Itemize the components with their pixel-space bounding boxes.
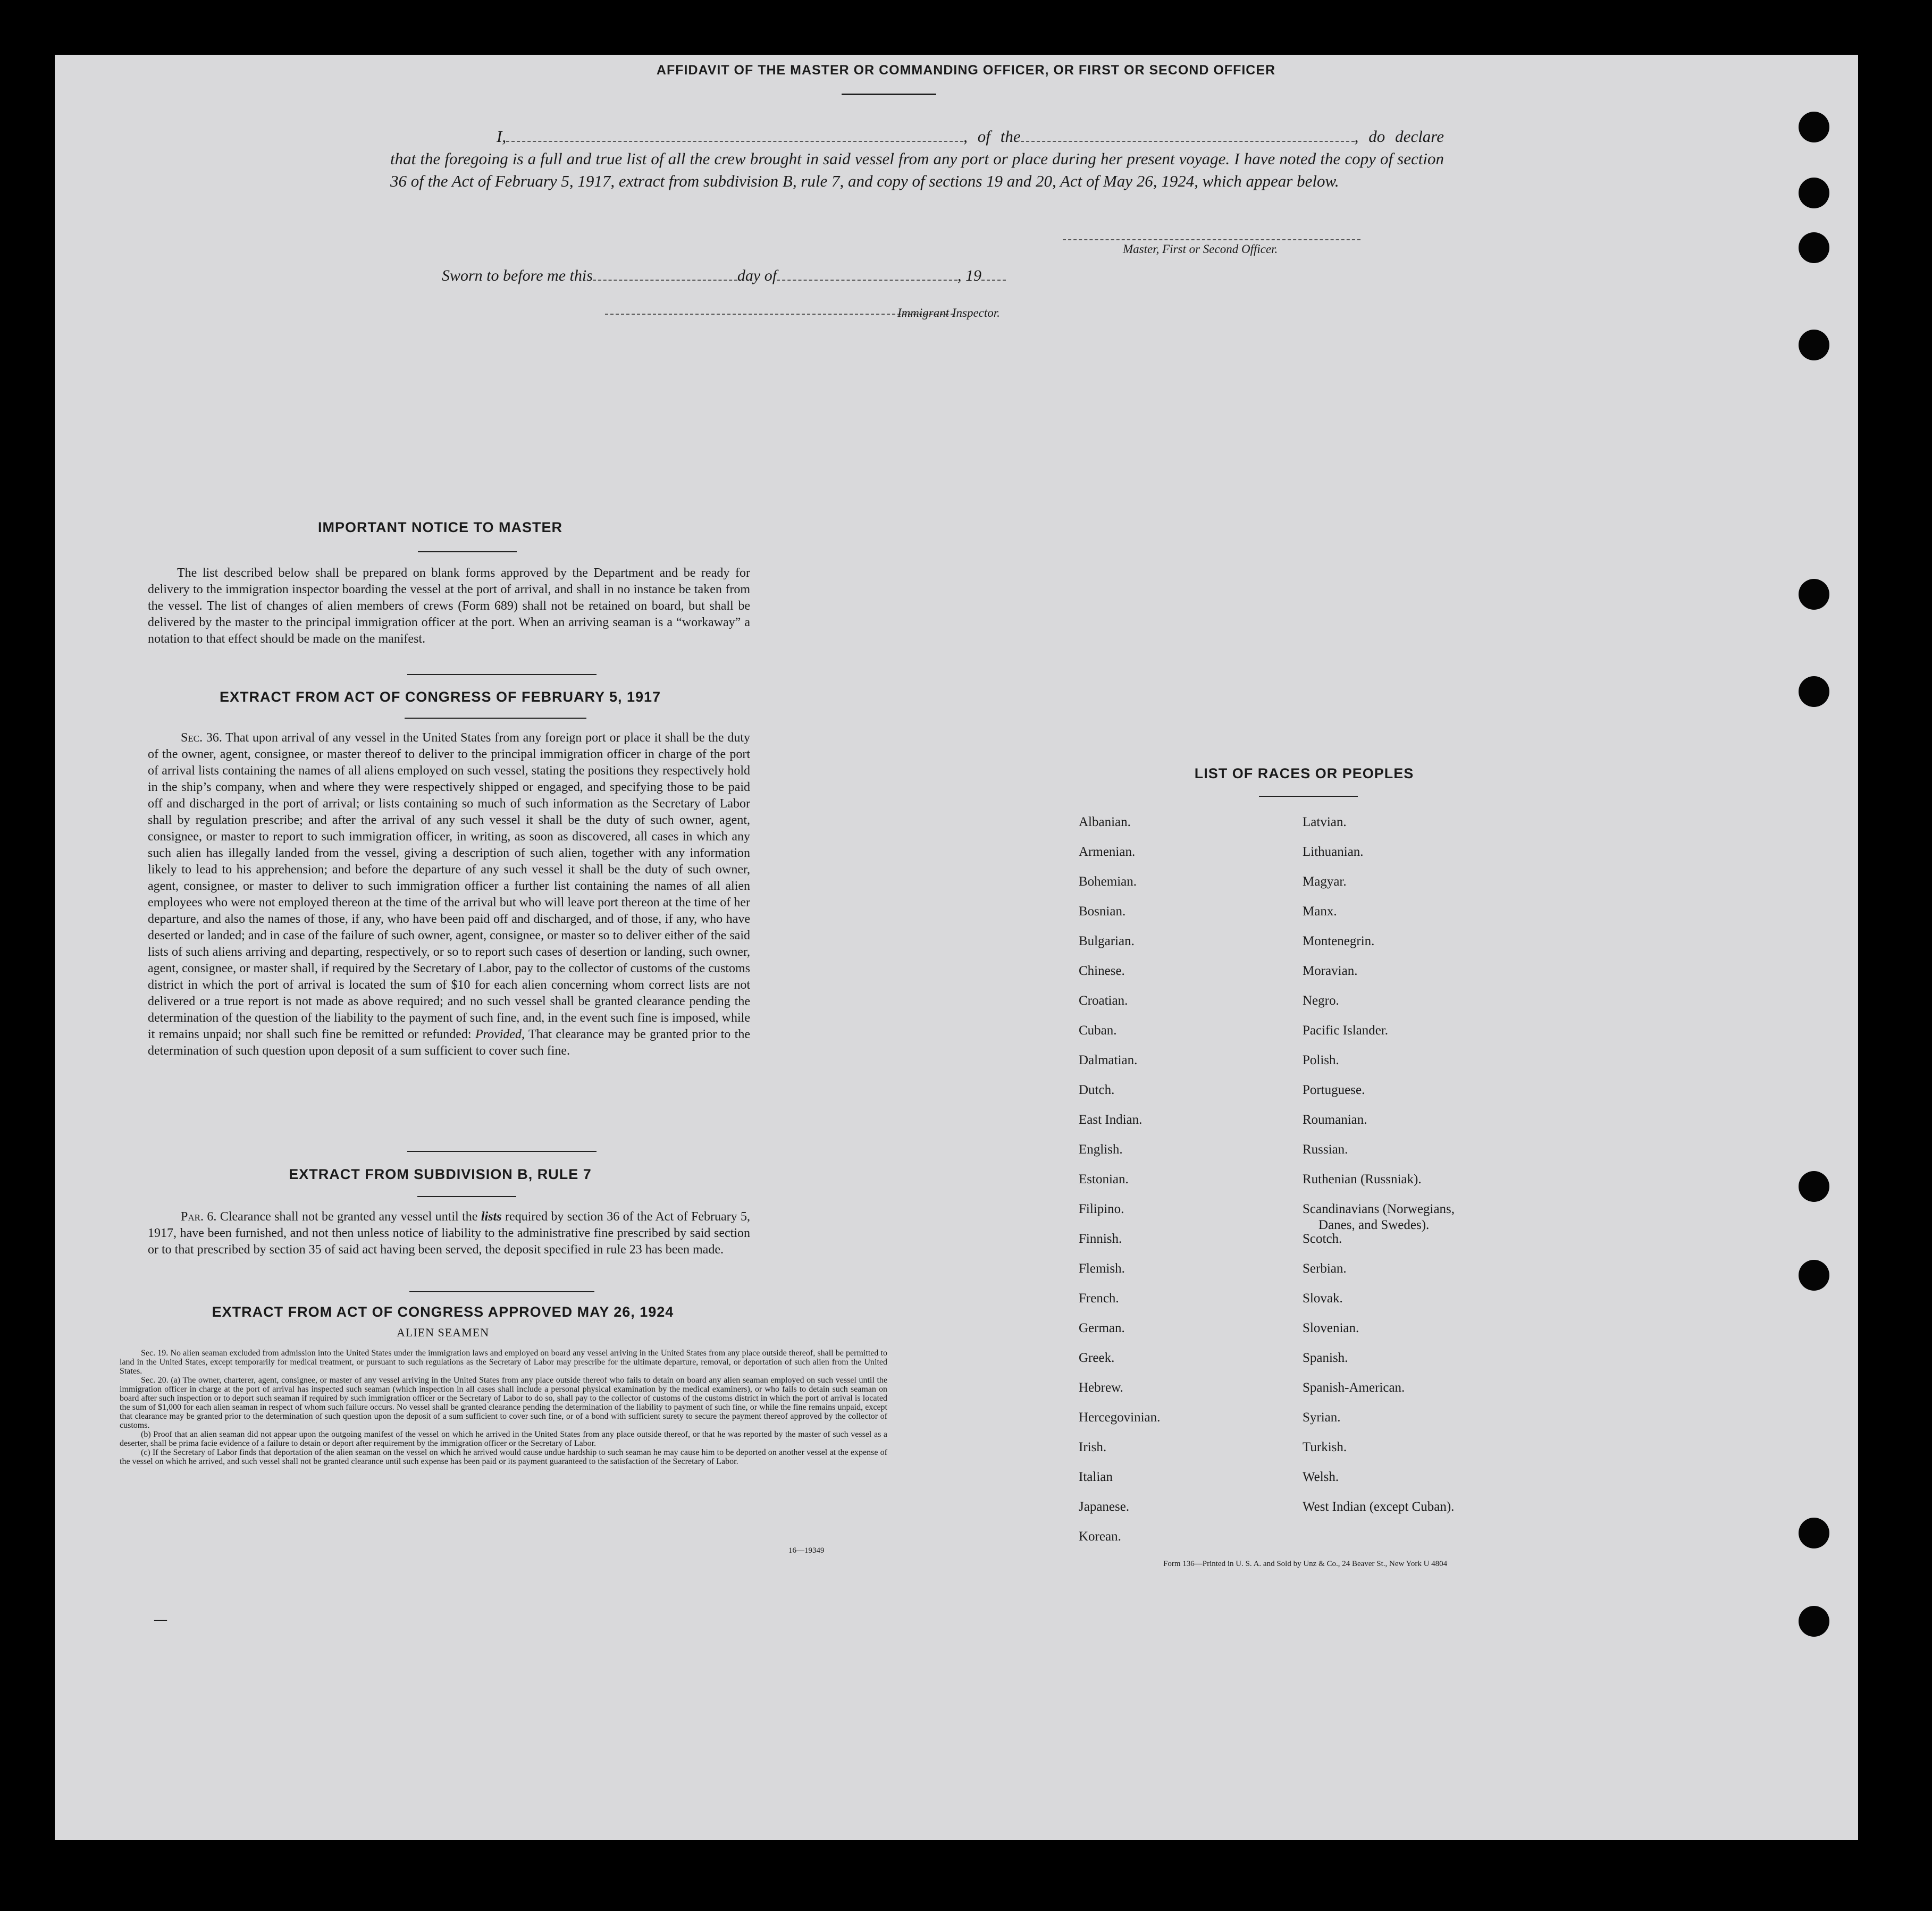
race-item: Korean. [1079,1529,1121,1544]
signature-label: Master, First or Second Officer. [1123,242,1278,256]
vessel-blank [1021,129,1355,142]
sec-36-body: That upon arrival of any vessel in the United States from any foreign port or place it shall be the duty of the owner, agent, consignee, or master thereof to deliver to the principal immigration officer in charge of the port of arrival lists containing the names of all aliens employed on such vessel, stating the positions they respectively hold in the ship’s company, when and where they were respectively shipped or engaged, and specifying those to be paid off and discharged in the port of arrival; or lists containing so much of such information as the Secretary of Labor shall by regulation prescribe; and after the arrival of any such vessel it shall be the duty of such owner, agent, consignee, or master to report to such immigration officer, in writing, as soon as discovered, all cases in which any such alien has illegally landed from the vessel, giving a description of such alien, together with any information likely to lead to his apprehension; and before the departure of any such vessel it shall be the duty of such owner, agent, consignee, or master to deliver to such immigration officer a further list containing the names of all alien employees who were not employed thereon at the time of the arrival but who will leave port thereon at the time of her departure, and also the names of those, if any, who have been paid off and discharged, and of those, if any, who have deserted or landed; and in case of the failure of such owner, agent, consignee, or master so to deliver either of the said lists of such aliens arriving and departing, respectively, or so to report such cases of desertion or landing, such owner, agent, consignee, or master shall, if required by the Secretary of Labor, pay to the collector of customs of the customs district in which the port of arrival is located the sum of $10 for each alien concerning whom correct lists are not delivered or a true report is not made as above required; and no such vessel shall be granted clearance pending the determination of the question of the liability to the payment of such fine, and, in the event such fine is imposed, while it remains unpaid; nor shall such fine be remitted or refunded: [148,731,750,1041]
race-item: Turkish. [1303,1440,1347,1454]
race-item: Hebrew. [1079,1380,1123,1395]
race-item: Hercegovinian. [1079,1410,1161,1425]
punch-hole [1799,1171,1829,1202]
divider [417,1196,516,1197]
punch-hole [1799,178,1829,208]
extract-1917-text [148,730,750,1059]
signature-line [1063,239,1360,240]
affidavit-body: that the foregoing is a full and true list of all the crew brought in said vessel from any port or place during her present voyage. I have noted the copy of section 36 of the Act of February 5, 1917, extract from subdivision B, rule 7, and copy of sections 19 and 20, Act of May 26, 1924, which appear below. [390,149,1444,190]
notice-body: The list described below shall be prepared on blank forms approved by the Department and be ready for delivery to the immigration inspector boarding the vessel at the port of arrival, and shall in no instance be taken from the vessel. The list of changes of alien members of crews (Form 689) shall not be retained on board, but shall be delivered by the master to the principal immigration officer at the port. When an arriving seaman is a “workaway” a notation to that effect should be made on the manifest. [148,566,750,646]
race-item: Dalmatian. [1079,1053,1138,1067]
par-6-body: Clearance shall not be granted any vessel until the [220,1210,478,1224]
race-item: Ruthenian (Russniak). [1303,1172,1422,1186]
race-item: Polish. [1303,1053,1339,1067]
affidavit-do-declare: , do declare [1354,127,1444,146]
race-item: Roumanian. [1303,1113,1367,1127]
extract-1917-title: EXTRACT FROM ACT OF CONGRESS OF FEBRUARY 5, 1917 [219,689,661,705]
race-item: Bohemian. [1079,874,1137,889]
divider [418,551,517,552]
race-item: English. [1079,1142,1123,1157]
inspector-label: Immigrant Inspector. [897,306,1000,319]
affidavit-i: I, [497,127,507,146]
divider [405,718,586,719]
race-item: Croatian. [1079,994,1128,1008]
provided-word: Provided, [475,1028,525,1041]
race-item: Russian. [1303,1142,1348,1157]
punch-hole [1799,1606,1829,1637]
subdivision-b-title: EXTRACT FROM SUBDIVISION B, RULE 7 [289,1166,592,1182]
notice-title: IMPORTANT NOTICE TO MASTER [318,519,562,535]
races-title: LIST OF RACES OR PEOPLES [1194,765,1414,781]
race-item: Italian [1079,1470,1113,1484]
punch-hole [1799,1260,1829,1291]
race-item: Estonian. [1079,1172,1129,1186]
race-item: Negro. [1303,994,1339,1008]
race-item: Greek. [1079,1351,1115,1365]
race-item: Cuban. [1079,1023,1117,1038]
race-item: Bosnian. [1079,904,1126,919]
race-item: Armenian. [1079,845,1136,859]
race-item: Irish. [1079,1440,1107,1454]
divider [407,1151,597,1152]
race-item: Chinese. [1079,964,1125,978]
extract-1924-text [120,1349,887,1466]
divider [1259,796,1358,797]
race-item: Portuguese. [1303,1083,1365,1097]
race-item: Dutch. [1079,1083,1115,1097]
race-item: Danes, and Swedes). [1318,1218,1430,1232]
race-item: Scandinavians (Norwegians, [1303,1202,1455,1216]
extract-1924-title: EXTRACT FROM ACT OF CONGRESS APPROVED MAY 26, 1924 [212,1304,674,1320]
sworn-line [442,267,1006,285]
divider [407,674,597,675]
race-item: Moravian. [1303,964,1358,978]
race-item: Syrian. [1303,1410,1341,1425]
punch-hole [1799,330,1829,360]
lists-word: lists [481,1210,502,1224]
sec-36-label: Sec. 36. [181,731,222,745]
race-item: East Indian. [1079,1113,1143,1127]
race-item: Latvian. [1303,815,1347,829]
month-blank [777,269,957,281]
sec-36-end: That clearance may be granted prior to the determination of such question upon deposit of a sum sufficient to cover such fine. [148,1028,750,1058]
punch-hole [1799,1518,1829,1548]
race-item: Serbian. [1303,1261,1347,1276]
punch-hole [1799,676,1829,707]
punch-hole [1799,579,1829,610]
par-6-label: Par. 6. [181,1210,217,1224]
subdivision-b-text [148,1209,750,1258]
affidavit-title: AFFIDAVIT OF THE MASTER OR COMMANDING OFFICER, OR FIRST OR SECOND OFFICER [656,63,1276,78]
race-item: Flemish. [1079,1261,1125,1276]
race-item: Manx. [1303,904,1337,919]
race-item: Magyar. [1303,874,1347,889]
alien-seamen-subtitle: ALIEN SEAMEN [397,1326,489,1339]
affidavit-of-the: , of the [963,127,1021,146]
divider [842,94,936,95]
year-blank [981,269,1006,281]
punch-hole [1799,232,1829,263]
name-blank [506,129,963,142]
race-item: Spanish-American. [1303,1380,1405,1395]
affidavit-text [390,125,1444,192]
par-6-end: required by section 36 of the Act of February 5, 1917, have been furnished, and not then unless notice of liability to the administrative fine prescribed by said section or to that prescribed by section 35 of said act having been served, the deposit specified in rule 23 has been made. [148,1210,751,1257]
race-item: Pacific Islander. [1303,1023,1389,1038]
punch-hole [1799,112,1829,142]
race-item: Japanese. [1079,1500,1130,1514]
day-blank [593,269,737,281]
race-item: Scotch. [1303,1232,1342,1246]
race-item: Lithuanian. [1303,845,1364,859]
race-item: Bulgarian. [1079,934,1135,948]
race-item: Montenegrin. [1303,934,1375,948]
year-text: , 19 [957,267,982,284]
divider [409,1291,594,1292]
race-item: Slovenian. [1303,1321,1359,1335]
sec-20c-text: (c) If the Secretary of Labor finds that deportation of the alien seaman on the vessel on which he arrived would cause undue hardship to such seaman he may cause him to be deported on another vessel at the expense of the vessel on which he arrived, and such vessel shall not be granted clearance until such expense has been paid or its payment guaranteed to the satisfaction of the Secretary of Labor. [120,1448,887,1466]
sec-20a-text: Sec. 20. (a) The owner, charterer, agent, consignee, or master of any vessel arriving in the United States from any place outside thereof who fails to detain on board any alien seaman employed on such vessel until the immigration officer in charge at the port of arrival has inspected such seaman (which inspection in all cases shall include a personal physical examination by the medical examiners), or who fails to detain such seaman on board after such inspection or to deport such seaman if required by such immigration officer or the Secretary of Labor to do so, shall pay to the collector of customs of the customs district in which the port of arrival is located the sum of $1,000 for each alien seaman in respect of whom such failure occurs. No vessel shall be granted clearance pending the determination of the liability to payment of such fine, or while the fine remains unpaid, except that clearance may be granted prior to the determination of such question upon the deposit of a sum sufficient to cover such fine, or of a bond with sufficient surety to secure the payment thereof approved by the collector of customs. [120,1376,887,1430]
race-item: French. [1079,1291,1119,1306]
race-item: German. [1079,1321,1125,1335]
race-item: Albanian. [1079,815,1131,829]
race-item: West Indian (except Cuban). [1303,1500,1455,1514]
printer-imprint: Form 136—Printed in U. S. A. and Sold by Unz & Co., 24 Beaver St., New York U 4804 [1163,1560,1448,1568]
sec-19-text: Sec. 19. No alien seaman excluded from admission into the United States under the immigration laws and employed on board any vessel arriving in the United States from any place outside thereof, shall be permitted to land in the United States, except temporarily for medical treatment, or pursuant to such regulations as the Secretary of Labor may prescribe for the ultimate departure, removal, or deportation of such alien from the United States. [120,1349,887,1376]
race-item: Finnish. [1079,1232,1122,1246]
sec-20b-text: (b) Proof that an alien seaman did not appear upon the outgoing manifest of the vessel on which he arrived in the United States from any place outside thereof, or that he was reported by the master of such vessel as a deserter, shall be prima facie evidence of a failure to detain or deport after requirement by the immigration officer or the Secretary of Labor. [120,1430,887,1448]
sworn-text: Sworn to before me this [442,267,593,284]
race-item: Welsh. [1303,1470,1339,1484]
race-item: Spanish. [1303,1351,1348,1365]
day-of-text: day of [737,267,777,284]
form-number: 16—19349 [788,1546,825,1555]
notice-text [148,565,750,647]
race-item: Filipino. [1079,1202,1124,1216]
race-item: Slovak. [1303,1291,1343,1306]
dash-mark: — [154,1613,167,1627]
